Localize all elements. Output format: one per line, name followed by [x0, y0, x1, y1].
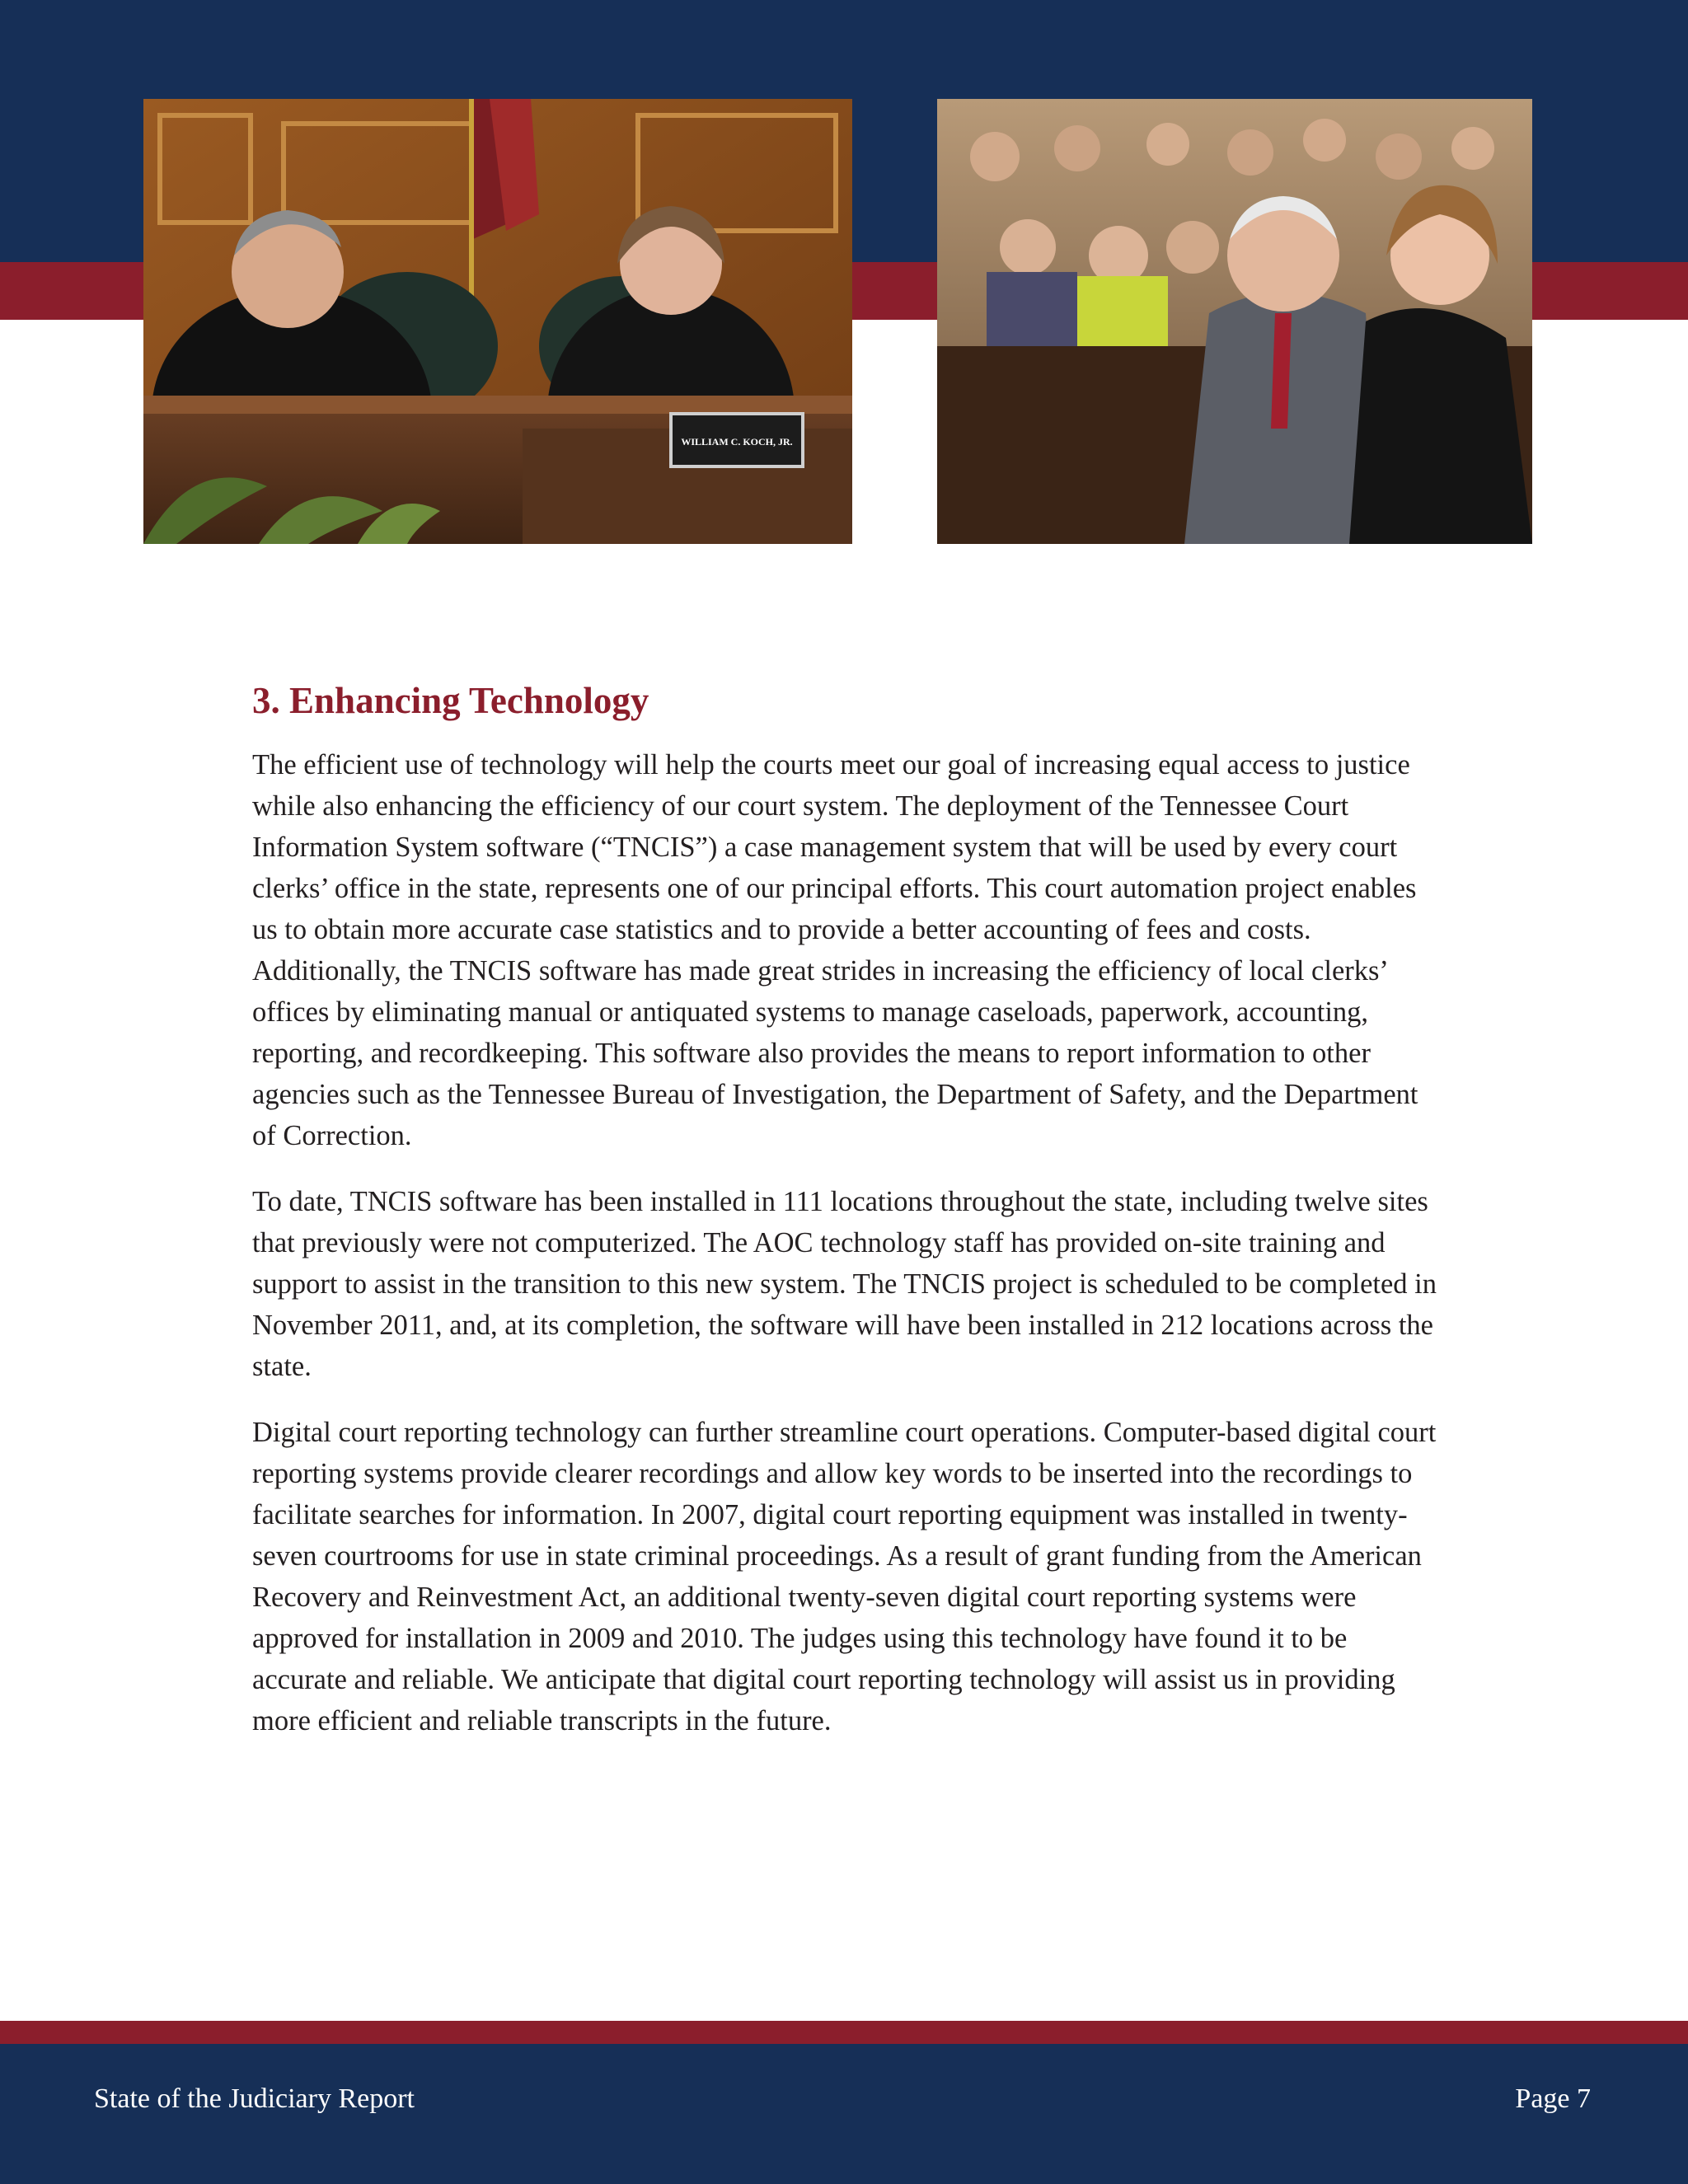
audience-photo: [937, 99, 1532, 544]
section-heading: 3. Enhancing Technology: [252, 680, 649, 721]
main-content: [252, 672, 1447, 1766]
paragraph: The efficient use of technology will help the courts meet our goal of increasing equal access to justice while also enhancing the efficiency of our court system. The deployment of the Tennessee Court Information System software (“TNCIS”) a case management system that will be used by every court clerks’ office in the state, represents one of our principal efforts. This court automation project enables us to obtain more accurate case statistics and to provide a better accounting of fees and costs. Additionally, the TNCIS software has made great strides in increasing the efficiency of local clerks’ offices by eliminating manual or antiquated systems to manage caseloads, paperwork, accounting, reporting, and recordkeeping. This software also provides the means to report information to other agencies such as the Tennessee Bureau of Investigation, the Department of Safety, and the Department of Correction.: [252, 749, 1418, 1151]
footer-report-title: State of the Judiciary Report: [94, 2083, 415, 2114]
footer-red-band: [0, 2021, 1688, 2044]
judges-bench-photo: [143, 99, 852, 544]
paragraph: Digital court reporting technology can further streamline court operations. Computer-based digital court reporting systems provide clearer recordings and allow key words to be inserted into the recordings to facilitate searches for information. In 2007, digital court reporting equipment was installed in twenty-seven courtrooms for use in state criminal proceedings. As a result of grant funding from the American Recovery and Reinvestment Act, an additional twenty-seven digital court reporting systems were approved for installation in 2009 and 2010. The judges using this technology have found it to be accurate and reliable. We anticipate that digital court reporting technology will assist us in providing more efficient and reliable transcripts in the future.: [252, 1417, 1437, 1736]
page-number: Page 7: [1515, 2083, 1591, 2114]
paragraph: To date, TNCIS software has been installed in 111 locations throughout the state, including twelve sites that previously were not computerized. The AOC technology staff has provided on-site training and support to assist in the transition to this new system. The TNCIS project is scheduled to be completed in November 2011, and, at its completion, the software will have been installed in 212 locations across the state.: [252, 1186, 1437, 1382]
nameplate-text: WILLIAM C. KOCH, JR.: [681, 436, 793, 448]
